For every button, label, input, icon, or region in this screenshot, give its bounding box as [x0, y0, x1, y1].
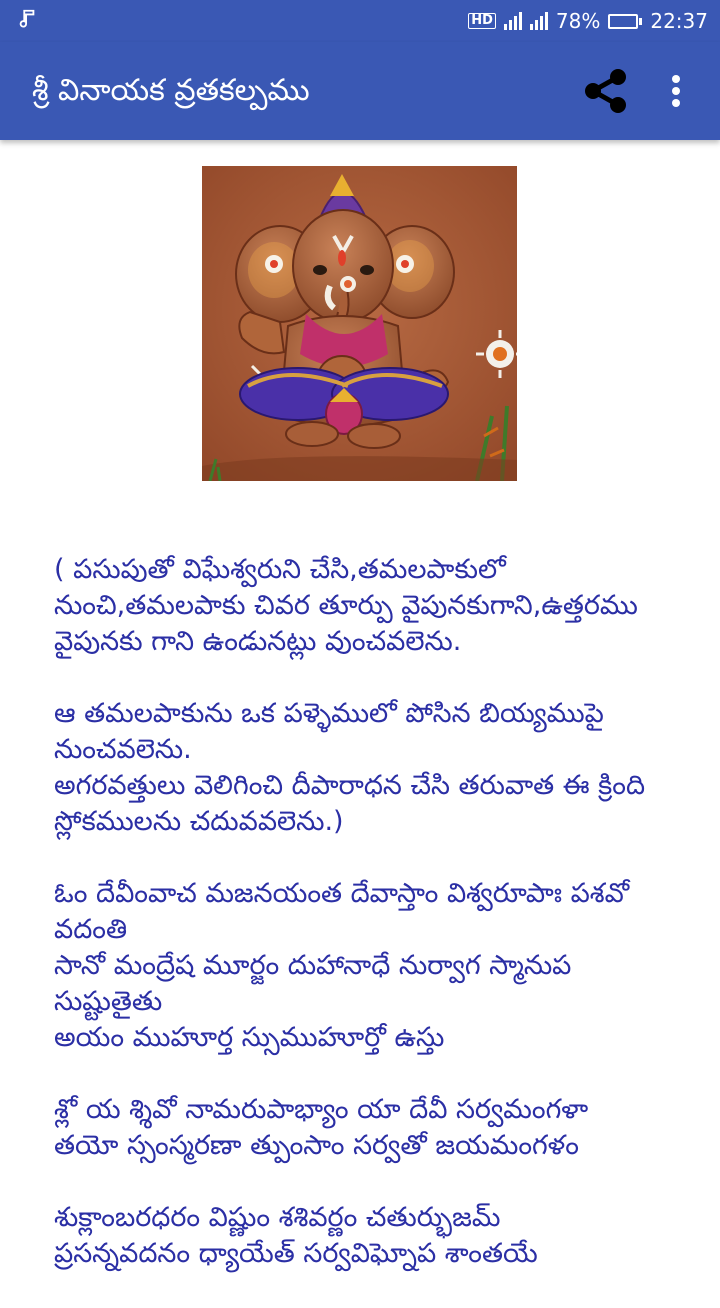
app-title: శ్రీ వినాయక వ్రతకల్పము [32, 73, 310, 108]
paragraph: ఆ తమలపాకును ఒక పళ్ళెములో పోసిన బియ్యముపై నుంచవలెను. అగరవత్తులు వెలిగించి దీపారాధన చేసి తరువాత ఈ క్రింది స్లోకములను చదువవలెను.) [54, 698, 646, 837]
paragraph: ఓం దేవీంవాచ మజనయంత దేవాస్తాం విశ్వరూపాః పశవో వదంతి సానో మంద్రేష మూర్జం దుహానాధే నుర్వాగ స్మానుప సుష్టుతైతు అయం ముహూర్త స్సుముహూర్తో ఉస్తు [54, 878, 630, 1053]
clock: 22:37 [650, 9, 708, 33]
more-vert-icon[interactable] [656, 61, 696, 121]
battery-icon [608, 14, 642, 29]
signal-icon [530, 12, 548, 30]
paragraph: ( పసుపుతో విఘేశ్వరుని చేసి,తమలపాకులో నుంచి,తమలపాకు చివర తూర్పు వైపునకుగాని,ఉత్తరము వైపునకు గాని ఉండునట్లు వుంచవలెను. [54, 554, 638, 657]
hd-icon: HD [468, 13, 496, 29]
app-bar [0, 42, 720, 140]
battery-percent: 78% [555, 9, 601, 33]
signal-icon [504, 12, 522, 30]
music-note-icon [16, 8, 38, 35]
status-icons [468, 9, 708, 33]
content-text [54, 552, 714, 1308]
status-bar [0, 0, 720, 42]
share-icon[interactable] [576, 61, 636, 121]
ganesha-image [202, 166, 517, 481]
paragraph: శుక్లాంబరధరం విష్ణుం శశివర్ణం చతుర్భుజమ్ ప్రసన్నవదనం ధ్యాయేత్ సర్వవిఘ్నోప శాంతయే [54, 1202, 538, 1269]
paragraph: శ్లో య శ్శివో నామరుపాభ్యాం యా దేవీ సర్వమంగళా తయో స్సంస్మరణా త్పుంసాం సర్వతో జయమంగళం [54, 1094, 589, 1161]
